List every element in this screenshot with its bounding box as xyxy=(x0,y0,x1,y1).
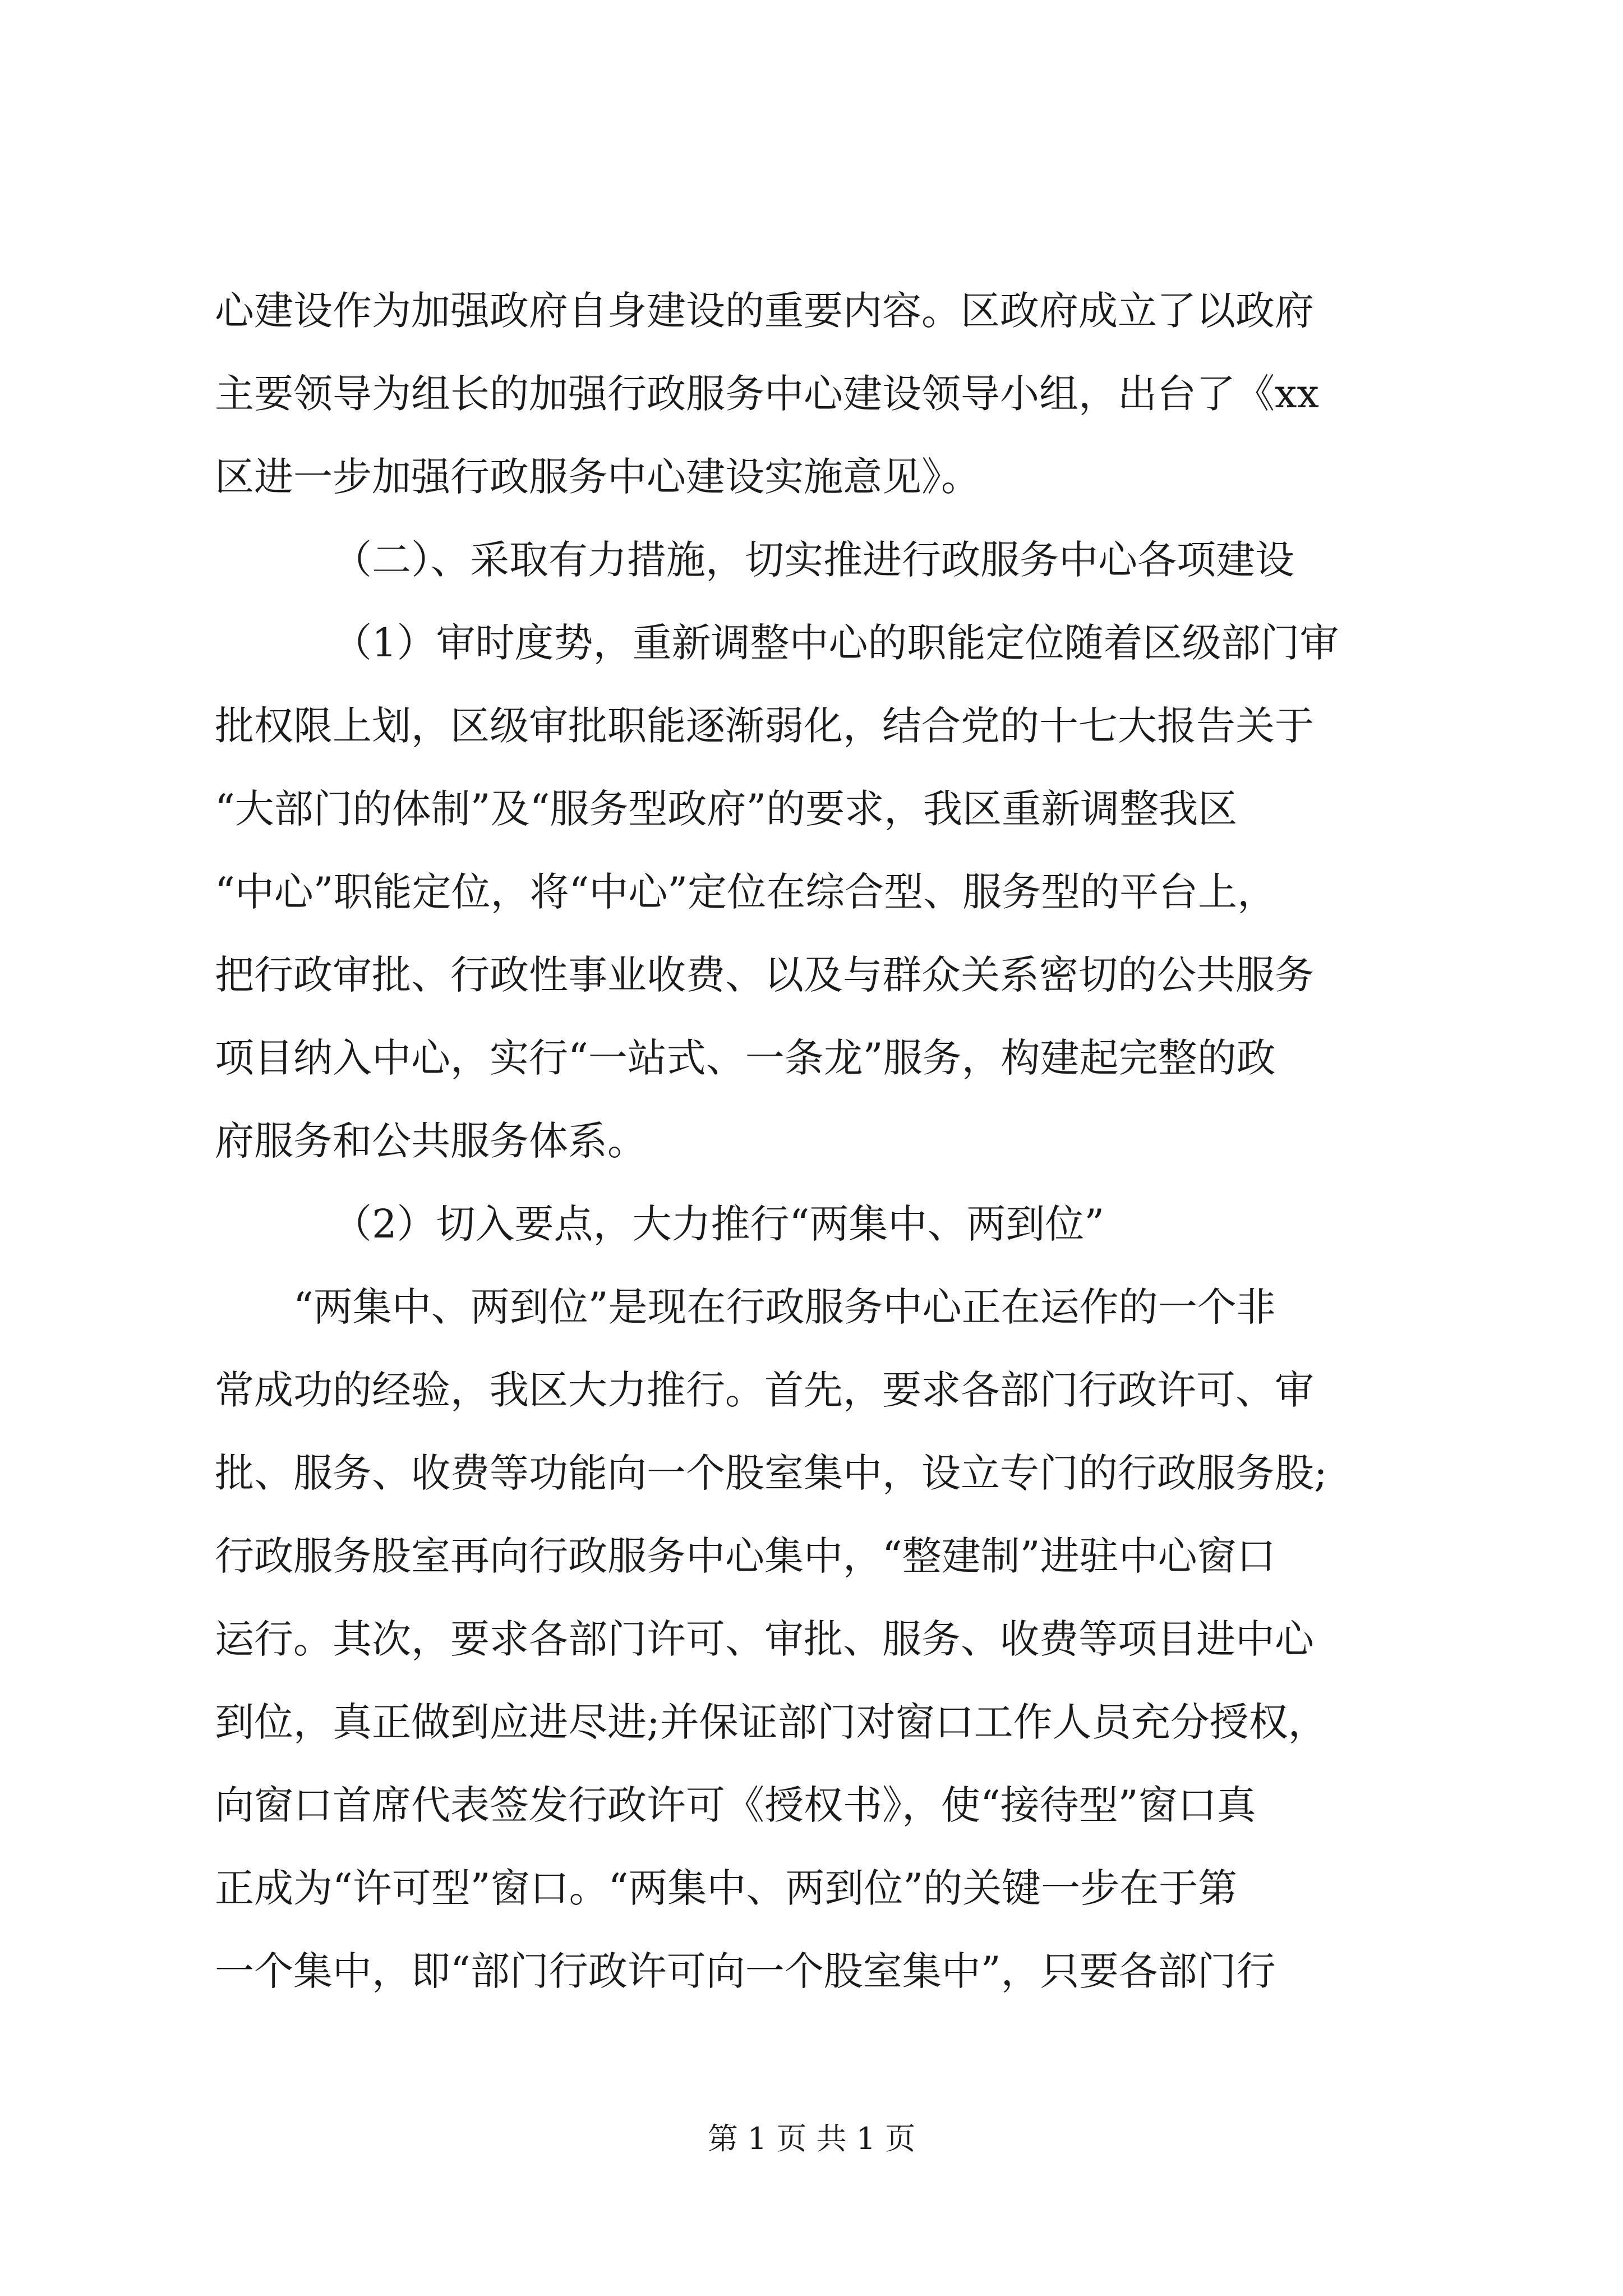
paragraph-start: “两集中、两到位”是现在行政服务中心正在运作的一个非 xyxy=(293,1284,1276,1330)
text-line: 区进一步加强行政服务中心建设实施意见》。 xyxy=(215,454,980,500)
text-line: 正成为“许可型”窗口。“两集中、两到位”的关键一步在于第 xyxy=(215,1865,1238,1911)
text-line: 批、服务、收费等功能向一个股室集中，设立专门的行政服务股; xyxy=(215,1450,1327,1496)
section-heading: （二）、采取有力措施，切实推进行政服务中心各项建设 xyxy=(333,537,1294,583)
text-line: 到位，真正做到应进尽进;并保证部门对窗口工作人员充分授权， xyxy=(215,1699,1327,1745)
page-footer: 第 1 页 共 1 页 xyxy=(707,2121,916,2156)
text-line: 常成功的经验，我区大力推行。首先，要求各部门行政许可、审 xyxy=(215,1367,1314,1413)
text-line: “大部门的体制”及“服务型政府”的要求，我区重新调整我区 xyxy=(215,786,1238,832)
subsection-heading: （2）切入要点，大力推行“两集中、两到位” xyxy=(333,1201,1105,1247)
text-line: 把行政审批、行政性事业收费、以及与群众关系密切的公共服务 xyxy=(215,952,1314,998)
text-line: 向窗口首席代表签发行政许可《授权书》，使“接待型”窗口真 xyxy=(215,1782,1256,1828)
text-line: 运行。其次，要求各部门许可、审批、服务、收费等项目进中心 xyxy=(215,1616,1314,1662)
text-line: 批权限上划，区级审批职能逐渐弱化，结合党的十七大报告关于 xyxy=(215,703,1314,749)
text-line: 主要领导为组长的加强行政服务中心建设领导小组，出台了《xx xyxy=(215,371,1319,417)
text-line: 行政服务股室再向行政服务中心集中，“整建制”进驻中心窗口 xyxy=(215,1533,1276,1579)
document-body xyxy=(215,269,1409,2013)
text-line: 项目纳入中心，实行“一站式、一条龙”服务，构建起完整的政 xyxy=(215,1035,1276,1081)
text-line: “中心”职能定位，将“中心”定位在综合型、服务型的平台上， xyxy=(215,869,1277,915)
text-line: 府服务和公共服务体系。 xyxy=(215,1118,647,1164)
subsection-heading: （1）审时度势，重新调整中心的职能定位随着区级部门审 xyxy=(333,620,1339,666)
text-line: 心建设作为加强政府自身建设的重要内容。区政府成立了以政府 xyxy=(215,288,1314,334)
text-line: 一个集中，即“部门行政许可向一个股室集中”，只要各部门行 xyxy=(215,1948,1276,1994)
